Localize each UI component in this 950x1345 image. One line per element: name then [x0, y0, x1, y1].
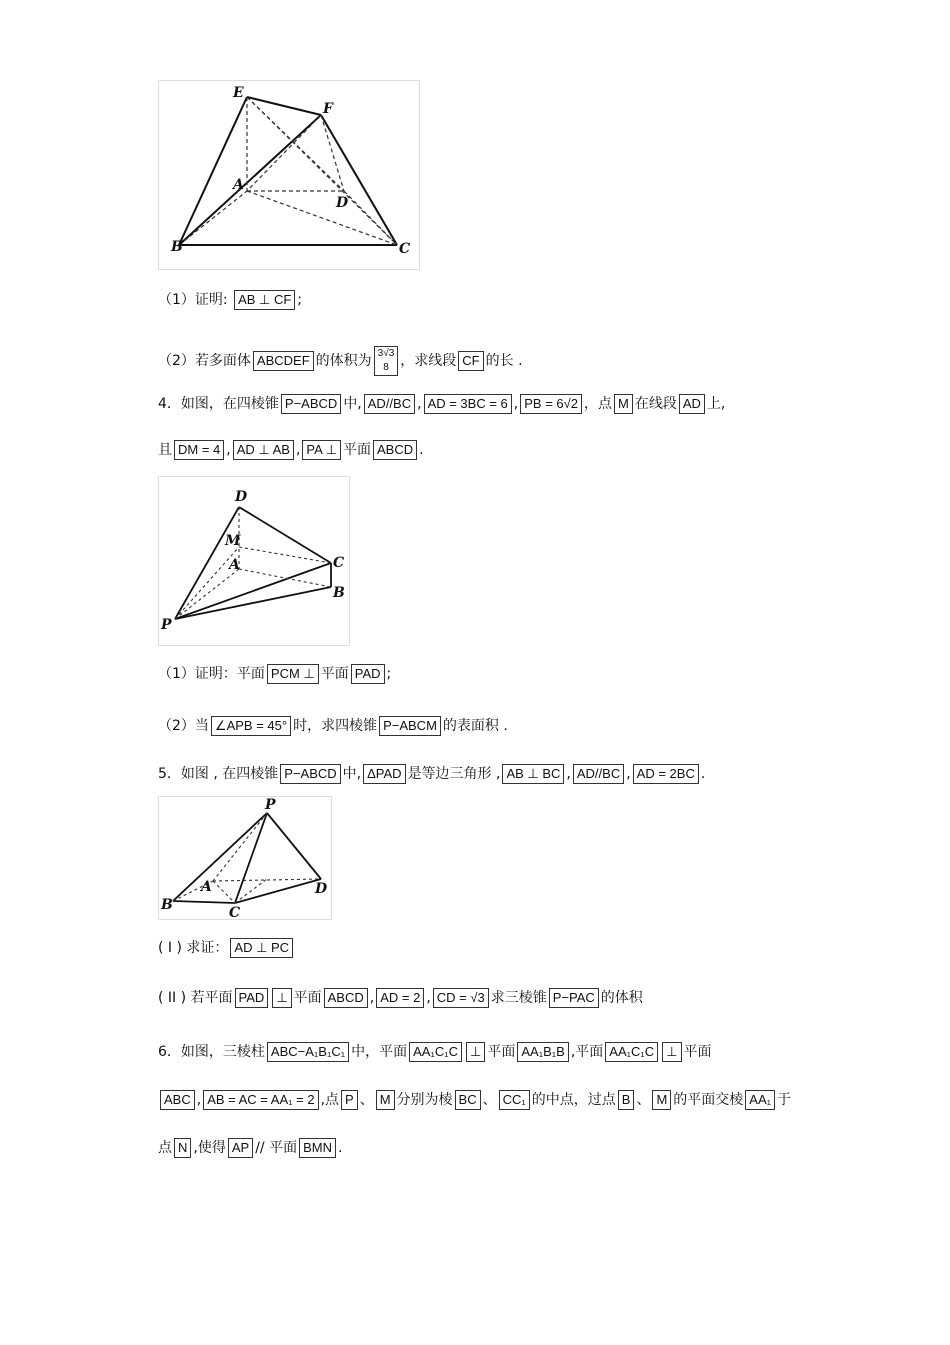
q-text: 的表面积 .	[442, 718, 508, 734]
math-expr: ABCDEF	[253, 351, 314, 371]
q-text: ,	[196, 1092, 202, 1108]
math-expr: BC	[455, 1090, 481, 1110]
q-text: 是等边三角形 ,	[407, 766, 501, 782]
problem4-q2	[158, 714, 508, 738]
math-expr: AB ⊥ CF	[234, 290, 295, 310]
math-expr: PCM ⊥	[267, 664, 319, 684]
q-text: ,平面	[570, 1044, 604, 1060]
math-expr: ∠APB = 45°	[211, 716, 291, 736]
q-text: ;	[297, 292, 303, 308]
q-text: 分别为棱	[396, 1092, 453, 1108]
edge-fa	[247, 115, 321, 191]
figure-pyramid-p-abcd-2	[158, 796, 332, 920]
q-text: 点	[158, 1140, 172, 1156]
label-b: B	[161, 897, 173, 913]
math-expr: M	[652, 1090, 671, 1110]
q-text: ，求线段	[400, 353, 457, 369]
math-expr: P−ABCD	[281, 394, 341, 414]
label-c: C	[399, 241, 411, 257]
edge-ad	[213, 879, 321, 881]
edge-ef	[247, 97, 321, 115]
q-text: // 平面	[255, 1140, 298, 1156]
math-expr: PAD	[235, 988, 269, 1008]
label-p: P	[265, 797, 276, 813]
q-text: ( I ) 求证：	[158, 940, 229, 956]
fraction-denominator: 8	[383, 362, 389, 373]
math-expr: ⊥	[272, 988, 291, 1008]
math-expr: ABC−A₁B₁C₁	[267, 1042, 349, 1062]
math-expr: ΔPAD	[363, 764, 405, 784]
q-text: （1）证明:	[158, 292, 228, 308]
q-text: 的平面交棱	[673, 1092, 744, 1108]
pyramid-diagram-2	[159, 797, 331, 919]
q-text: 平面	[683, 1044, 712, 1060]
q-text: ( II ) 若平面	[158, 990, 233, 1006]
math-expr: AD = 2	[376, 988, 424, 1008]
q-text: ,	[369, 990, 375, 1006]
math-expr: P−ABCD	[280, 764, 340, 784]
math-expr: AB ⊥ BC	[502, 764, 564, 784]
q-text: 4．如图，在四棱锥	[158, 396, 279, 412]
problem5-q1	[158, 936, 295, 960]
q-text: 上,	[706, 396, 726, 412]
math-expr: AD//BC	[364, 394, 415, 414]
math-expr: AA₁C₁C	[605, 1042, 658, 1062]
q-text: 平面	[320, 666, 349, 682]
q-text: 的中点，过点	[531, 1092, 616, 1108]
math-expr: M	[614, 394, 633, 414]
edge-bc	[173, 901, 235, 903]
q-text: （1）证明：平面	[158, 666, 265, 682]
math-expr: P−PAC	[549, 988, 599, 1008]
edge-dc	[239, 507, 331, 563]
q-text: 平面	[487, 1044, 516, 1060]
q-text: （2）当	[158, 718, 209, 734]
fraction-numerator: 3√3	[377, 348, 395, 359]
q-text: ;	[386, 666, 392, 682]
math-expr: AB = AC = AA₁ = 2	[203, 1090, 318, 1110]
q-text: 中，平面	[351, 1044, 408, 1060]
problem4-q1	[158, 662, 391, 686]
q-text: 求三棱锥	[490, 990, 547, 1006]
label-c: C	[229, 905, 241, 919]
q-text: .	[337, 1140, 343, 1156]
math-expr: AP	[228, 1138, 253, 1158]
q-text: 且	[158, 442, 172, 458]
q-text: 中,	[342, 766, 362, 782]
q-text: 平面	[293, 990, 322, 1006]
q-text: 、	[636, 1092, 651, 1108]
edge-pb	[173, 813, 267, 901]
q-text: （2）若多面体	[158, 353, 251, 369]
q-text: ,	[513, 396, 519, 412]
math-expr: DM = 4	[174, 440, 224, 460]
q-text: 时，求四棱锥	[293, 718, 378, 734]
label-b: B	[333, 585, 345, 601]
math-expr: AA₁	[745, 1090, 775, 1110]
math-expr: AD ⊥ AB	[233, 440, 294, 460]
math-expr: PB = 6√2	[520, 394, 582, 414]
edge-pd	[267, 813, 321, 879]
math-expr: B	[618, 1090, 635, 1110]
problem4-stem-line1	[158, 392, 725, 416]
label-c: C	[333, 555, 345, 571]
edge-ab	[239, 569, 331, 587]
math-expr: AA₁C₁C	[409, 1042, 462, 1062]
edge-pa	[175, 569, 239, 619]
problem6-stem-line3	[158, 1136, 342, 1160]
math-expr: ABCD	[324, 988, 368, 1008]
math-expr: P−ABCM	[379, 716, 441, 736]
q-text: 在线段	[634, 396, 677, 412]
label-f: F	[323, 101, 333, 117]
problem3-q2	[158, 346, 523, 376]
label-a: A	[233, 177, 244, 193]
q-text: 平面	[343, 442, 372, 458]
math-expr: ⊥	[466, 1042, 485, 1062]
edge-cd	[235, 879, 321, 903]
label-m: M	[225, 533, 241, 549]
math-expr: PA ⊥	[302, 440, 341, 460]
q-text: 、	[482, 1092, 497, 1108]
math-expr: AD = 3BC = 6	[424, 394, 512, 414]
q-text: ,	[295, 442, 301, 458]
math-expr: CD = √3	[433, 988, 489, 1008]
problem6-stem-line1	[158, 1040, 712, 1064]
math-expr: ABC	[160, 1090, 195, 1110]
math-expr: AD ⊥ PC	[230, 938, 293, 958]
problem5-q2	[158, 986, 643, 1010]
q-text: ,使得	[193, 1140, 226, 1156]
math-expr: AD = 2BC	[633, 764, 699, 784]
q-text: ,	[226, 442, 231, 458]
label-d: D	[336, 195, 349, 211]
problem3-q1	[158, 288, 302, 312]
q-text: ,	[626, 766, 631, 782]
edge-fb	[179, 115, 321, 245]
q-text: 的体积	[600, 990, 643, 1006]
q-text: ,	[417, 396, 422, 412]
label-e: E	[233, 85, 244, 101]
figure-polyhedron-abcdef	[158, 80, 420, 270]
q-text: .	[419, 442, 424, 458]
edge-pc	[235, 813, 267, 903]
math-expr: AD//BC	[573, 764, 624, 784]
math-expr: AD	[679, 394, 705, 414]
q-text: .	[700, 766, 706, 782]
q-text: 于	[777, 1092, 792, 1108]
math-expr: ⊥	[662, 1042, 681, 1062]
edge-pa	[213, 813, 267, 881]
math-expr: BMN	[299, 1138, 336, 1158]
q-text: ,	[566, 766, 571, 782]
label-a: A	[201, 879, 212, 895]
label-b: B	[171, 239, 183, 255]
q-text: 5．如图 , 在四棱锥	[158, 766, 279, 782]
math-expr: CC₁	[499, 1090, 530, 1110]
edge-fd	[321, 115, 344, 191]
label-a: A	[229, 557, 240, 573]
problem4-stem-line2	[158, 438, 424, 462]
q-text: ，点	[584, 396, 612, 412]
edge-ac	[213, 881, 235, 903]
math-expr: PAD	[351, 664, 385, 684]
q-text: 的体积为	[315, 353, 372, 369]
math-expr: AA₁B₁B	[517, 1042, 568, 1062]
figure-pyramid-p-abcd	[158, 476, 350, 646]
math-expr: M	[376, 1090, 395, 1110]
q-text: 中,	[343, 396, 362, 412]
math-expr: N	[174, 1138, 191, 1158]
problem6-stem-line2	[158, 1088, 791, 1112]
math-expr: CF	[458, 351, 483, 371]
label-p: P	[161, 617, 172, 633]
q-text: ,点	[320, 1092, 340, 1108]
q-text: 6．如图，三棱柱	[158, 1044, 265, 1060]
math-expr: P	[341, 1090, 358, 1110]
edge-eb	[179, 97, 247, 245]
edge-ac	[247, 191, 397, 245]
problem5-stem	[158, 762, 705, 786]
q-text: ,	[426, 990, 431, 1006]
math-expr: ABCD	[373, 440, 417, 460]
polyhedron-diagram	[159, 81, 419, 269]
pyramid-diagram	[159, 477, 349, 645]
q-text: 的长 .	[485, 353, 523, 369]
label-d: D	[235, 489, 248, 505]
label-d: D	[315, 881, 328, 897]
math-fraction	[374, 346, 399, 376]
q-text: 、	[359, 1092, 374, 1108]
